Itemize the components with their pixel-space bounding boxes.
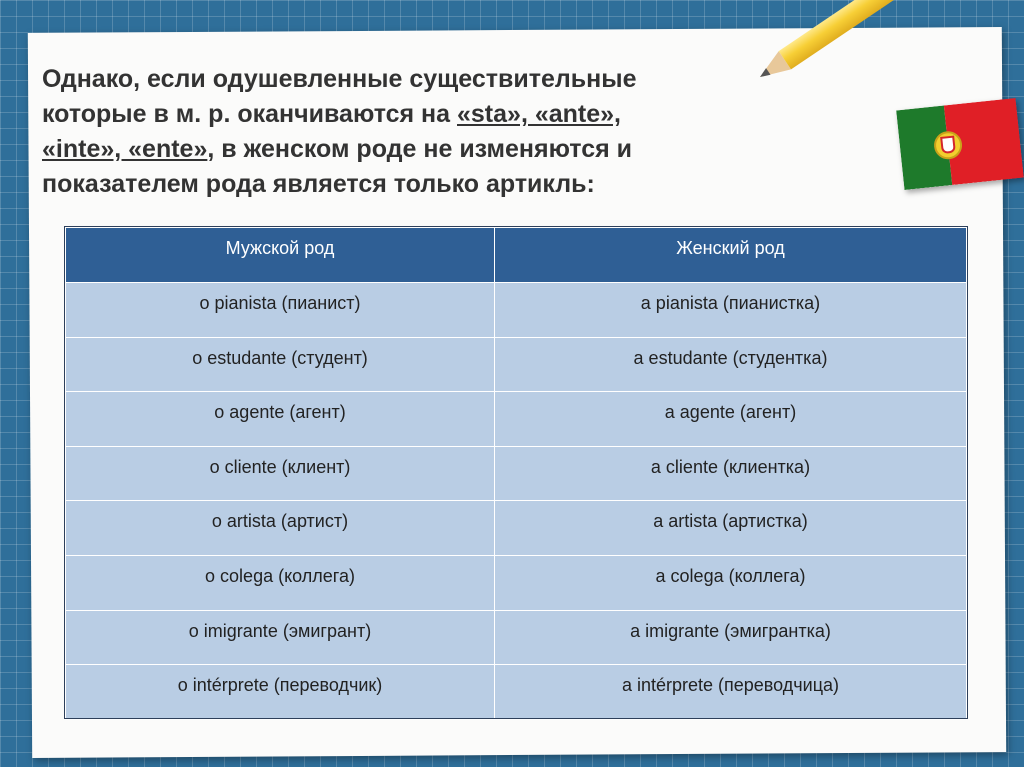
cell-masculine: o pianista (пианист) (66, 283, 495, 338)
header-masculine: Мужской род (66, 228, 495, 283)
cell-masculine: o estudante (студент) (66, 337, 495, 392)
cell-masculine: o intérprete (переводчик) (66, 665, 495, 720)
table-row (66, 283, 967, 338)
cell-masculine: o artista (артист) (66, 501, 495, 556)
cell-masculine: o cliente (клиент) (66, 446, 495, 501)
table-row (66, 337, 967, 392)
cell-feminine: a imigrante (эмигрантка) (495, 610, 967, 665)
gender-table (65, 227, 967, 720)
portugal-flag-icon (896, 98, 1024, 190)
heading-line-4: показателем рода является только артикль: (42, 170, 595, 198)
cell-feminine: a artista (артистка) (495, 501, 967, 556)
slide-heading (42, 62, 804, 202)
cell-feminine: a colega (коллега) (495, 555, 967, 610)
cell-feminine: a pianista (пианистка) (495, 283, 967, 338)
cell-masculine: o colega (коллега) (66, 555, 495, 610)
table-row (66, 555, 967, 610)
cell-masculine: o agente (агент) (66, 392, 495, 447)
cell-masculine: o imigrante (эмигрант) (66, 610, 495, 665)
table-header-row (66, 228, 967, 283)
cell-feminine: a estudante (студентка) (495, 337, 967, 392)
cell-feminine: a intérprete (переводчица) (495, 665, 967, 720)
flag-shield (940, 136, 956, 154)
cell-feminine: a agente (агент) (495, 392, 967, 447)
heading-line-2-prefix: которые в м. р. оканчиваются на (42, 100, 457, 128)
table-row (66, 446, 967, 501)
table-row (66, 665, 967, 720)
heading-line-1: Однако, если одушевленные существительные (42, 65, 637, 93)
table-row (66, 610, 967, 665)
heading-line-2-underlined: «sta», «ante», (457, 100, 621, 128)
table-row (66, 501, 967, 556)
table-row (66, 392, 967, 447)
header-feminine: Женский род (495, 228, 967, 283)
heading-line-3-underlined: «inte», «ente» (42, 135, 208, 163)
heading-line-3-suffix: , в женском роде не изменяются и (207, 135, 633, 163)
cell-feminine: a cliente (клиентка) (495, 446, 967, 501)
